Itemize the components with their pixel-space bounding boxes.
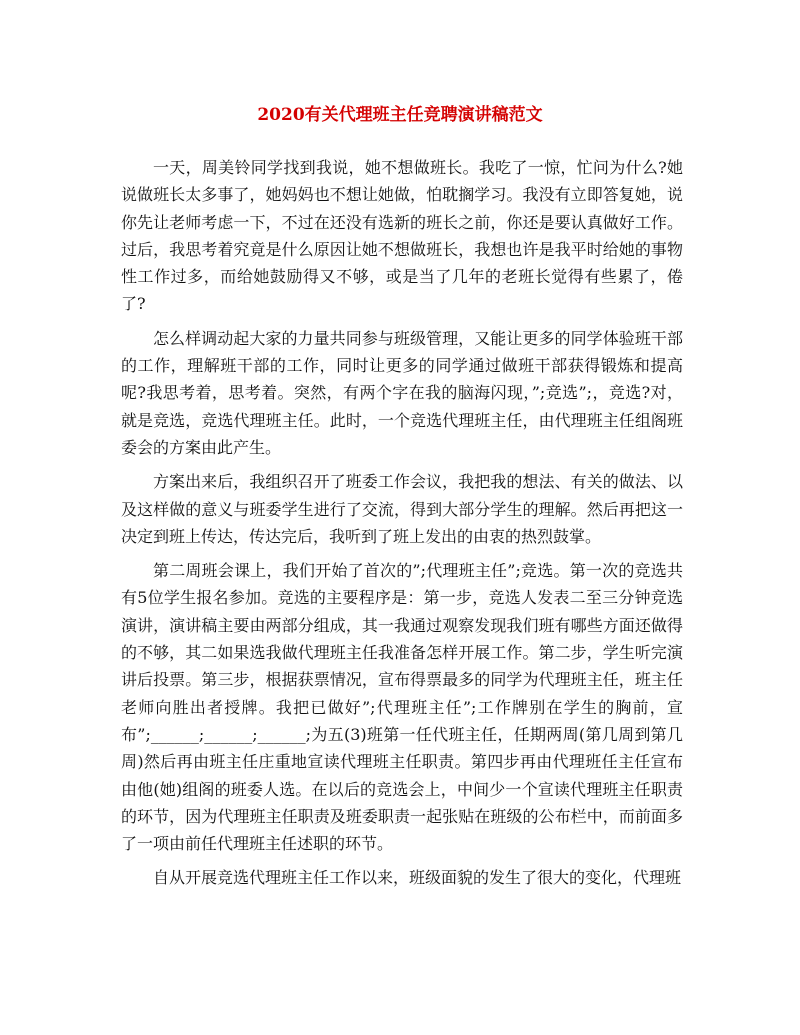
- paragraph: 方案出来后，我组织召开了班委工作会议，我把我的想法、有关的做法、以及这样做的意义与班委学生进行了交流，得到大部分学生的理解。然后再把这一决定到班上传达，传达完后，我听到了班上发出的由衷的热烈鼓掌。: [121, 472, 683, 546]
- paragraph: 自从开展竞选代理班主任工作以来，班级面貌的发生了很大的变化，代理班: [153, 868, 682, 888]
- paragraph: 一天，周美铃同学找到我说，她不想做班长。我吃了一惊，忙问为什么?她说做班长太多事了，她妈妈也不想让她做，怕耽搁学习。我没有立即答复她，说你先让老师考虑一下，不过在还没有选新的班长之前，你还是要认真做好工作。过后，我思考着究竟是什么原因让她不想做班长，我想也许是我平时给她的事物性工作过多，而给她鼓励得又不够，或是当了几年的老班长觉得有些累了，倦了?: [121, 158, 683, 314]
- document-title: 2020有关代理班主任竞聘演讲稿范文: [257, 105, 543, 125]
- paragraph: 怎么样调动起大家的力量共同参与班级管理，又能让更多的同学体验班干部的工作，理解班干部的工作，同时让更多的同学通过做班干部获得锻炼和提高呢?我思考着，思考着。突然，有两个字在我的脑海闪现，”;竞选”;，竞选?对，就是竞选，竞选代理班主任。此时，一个竞选代理班主任，由代理班主任组阁班委会的方案由此产生。: [121, 328, 683, 457]
- paragraph: 第二周班会课上，我们开始了首次的”;代理班主任”;竞选。第一次的竞选共有5位学生报名参加。竞选的主要程序是：第一步，竞选人发表二至三分钟竞选演讲，演讲稿主要由两部分组成，其一我通过观察发现我们班有哪些方面还做得的不够，其二如果选我做代理班主任我准备怎样开展工作。第二步，学生听完演讲后投票。第三步，根据获票情况，宣布得票最多的同学为代理班主任，班主任老师向胜出者授牌。我把已做好”;代理班主任”;工作牌别在学生的胸前，宣布”;______;______;______;为五(3)班第一任代班主任，任期两周(第几周到第几周)然后再由班主任庄重地宣读代理班主任职责。第四步再由代理班任主任宣布由他(她)组阁的班委人选。在以后的竞选会上，中间少一个宣读代理班主任职责的环节，因为代理班主任职责及班委职责一起张贴在班级的公布栏中，而前面多了一项由前任代理班主任述职的环节。: [121, 561, 683, 854]
- document-body: [121, 154, 683, 899]
